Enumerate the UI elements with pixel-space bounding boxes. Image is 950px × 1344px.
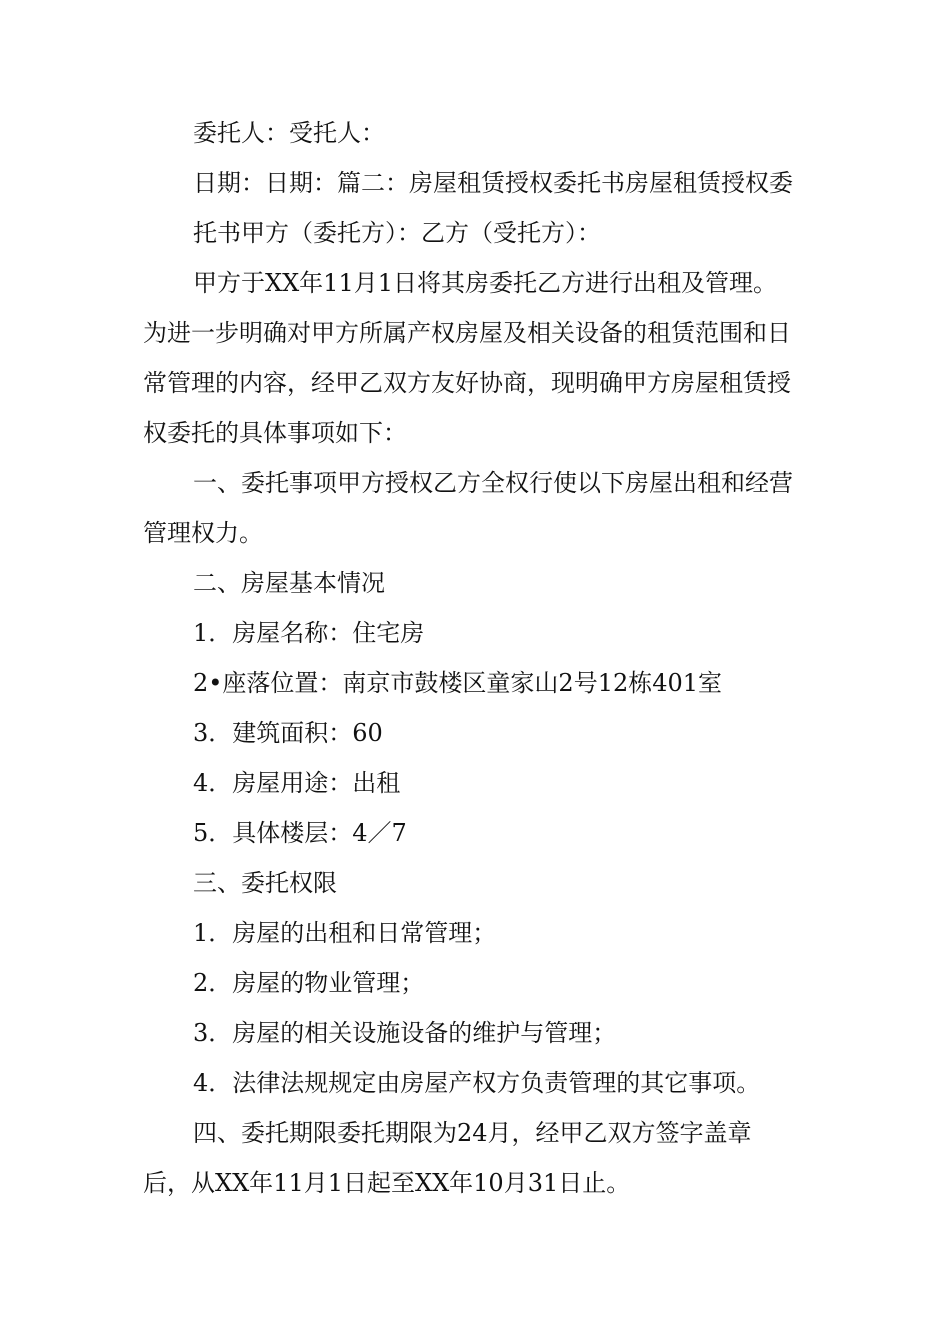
list-item: 4．房屋用途：出租 — [193, 769, 401, 797]
text-line: 托书甲方（委托方）：乙方（受托方）： — [193, 219, 601, 247]
list-item: 5．具体楼层：4／7 — [193, 819, 407, 847]
text-line: 常管理的内容，经甲乙双方友好协商，现明确甲方房屋租赁授 — [143, 369, 791, 397]
text-line: 日期：日期：篇二：房屋租赁授权委托书房屋租赁授权委 — [193, 169, 793, 197]
text-line: 一、委托事项甲方授权乙方全权行使以下房屋出租和经营 — [193, 469, 793, 497]
text-line: 权委托的具体事项如下： — [143, 419, 407, 447]
text-line: 管理权力。 — [143, 519, 263, 547]
text-line: 为进一步明确对甲方所属产权房屋及相关设备的租赁范围和日 — [143, 319, 791, 347]
list-item: 4．法律法规规定由房屋产权方负责管理的其它事项。 — [193, 1069, 761, 1097]
list-item: 2．房屋的物业管理； — [193, 969, 425, 997]
section-heading: 二、房屋基本情况 — [193, 569, 385, 597]
text-line: 四、委托期限委托期限为24月，经甲乙双方签字盖章 — [193, 1119, 752, 1147]
text-line: 甲方于XX年11月1日将其房委托乙方进行出租及管理。 — [193, 269, 777, 297]
list-item: 3．房屋的相关设施设备的维护与管理； — [193, 1019, 617, 1047]
text-line: 后，从XX年11月1日起至XX年10月31日止。 — [143, 1169, 631, 1197]
list-item: 1．房屋的出租和日常管理； — [193, 919, 497, 947]
list-item: 3．建筑面积：60 — [193, 719, 383, 747]
list-item: 1．房屋名称：住宅房 — [193, 619, 425, 647]
text-line: 委托人：受托人： — [193, 119, 385, 147]
list-item: 2•座落位置：南京市鼓楼区童家山2号12栋401室 — [193, 669, 723, 697]
section-heading: 三、委托权限 — [193, 869, 337, 897]
